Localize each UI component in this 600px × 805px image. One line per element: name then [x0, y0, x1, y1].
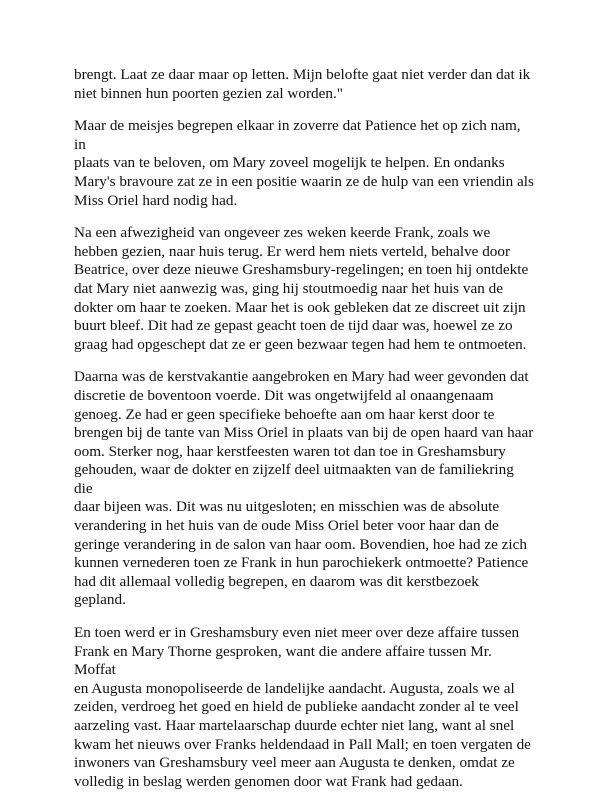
paragraph: Daarna was de kerstvakantie aangebroken en Mary had weer gevonden dat discretie de boventoon voerde. Dit was ongetwijfeld al onaangenaam genoeg. Ze had er geen specifieke behoefte aan om haar kerst door te brengen bij de tante van Miss Oriel in plaats van bij de open haard van haar oom. Sterker nog, haar kerstfeesten waren tot dan toe in Greshamsbury gehouden, waar de dokter en zijzelf deel uitmaakten van de familiekring die daar bijeen was. Dit was nu uitgesloten; en misschien was de absolute verandering in het huis van de oude Miss Oriel beter voor haar dan de geringe verandering in de salon van haar oom. Bovendien, hoe had ze zich kunnen vernederen toen ze Frank in hun parochiekerk ontmoette? Patience had dit allemaal volledig begrepen, en daarom was dit kerstbezoek gepland.	[74, 368, 534, 609]
paragraph: En toen werd er in Greshamsbury even niet meer over deze affaire tussen Frank en Mary Thorne gesproken, want die andere affaire tussen Mr. Moffat en Augusta monopoliseerde de landelijke aandacht. Augusta, zoals we al zeiden, verdroeg het goed en hield de publieke aandacht zonder al te veel aarzeling vast. Haar martelaarschap duurde echter niet lang, want al snel kwam het nieuws over Franks heldendaad in Pall Mall; en toen vergaten de inwoners van Greshamsbury veel meer aan Augusta te denken, omdat ze volledig in beslag werden genomen door wat Frank had gedaan.	[74, 624, 531, 790]
paragraph: Na een afwezigheid van ongeveer zes weken keerde Frank, zoals we hebben gezien, naar huis terug. Er werd hem niets verteld, behalve door Beatrice, over deze nieuwe Greshamsbury-regelingen; en toen hij ontdekte dat Mary niet aanwezig was, ging hij stoutmoedig naar het huis van de dokter om haar te zoeken. Maar het is ook gebleken dat ze discreet uit zijn buurt bleef. Dit had ze gepast geacht toen de tijd daar was, hoewel ze zo graag had opgeschept dat ze er geen bezwaar tegen had hem te ontmoeten.	[74, 224, 529, 353]
paragraph: brengt. Laat ze daar maar op letten. Mijn belofte gaat niet verder dan dat ik niet binnen hun poorten gezien zal worden."	[74, 66, 531, 102]
paragraph: Maar de meisjes begrepen elkaar in zoverre dat Patience het op zich nam, in plaats van te beloven, om Mary zoveel mogelijk te helpen. En ondanks Mary's bravoure zat ze in een positie waarin ze de hulp van een vriendin als Miss Oriel hard nodig had.	[74, 117, 534, 209]
document-body	[74, 66, 534, 805]
